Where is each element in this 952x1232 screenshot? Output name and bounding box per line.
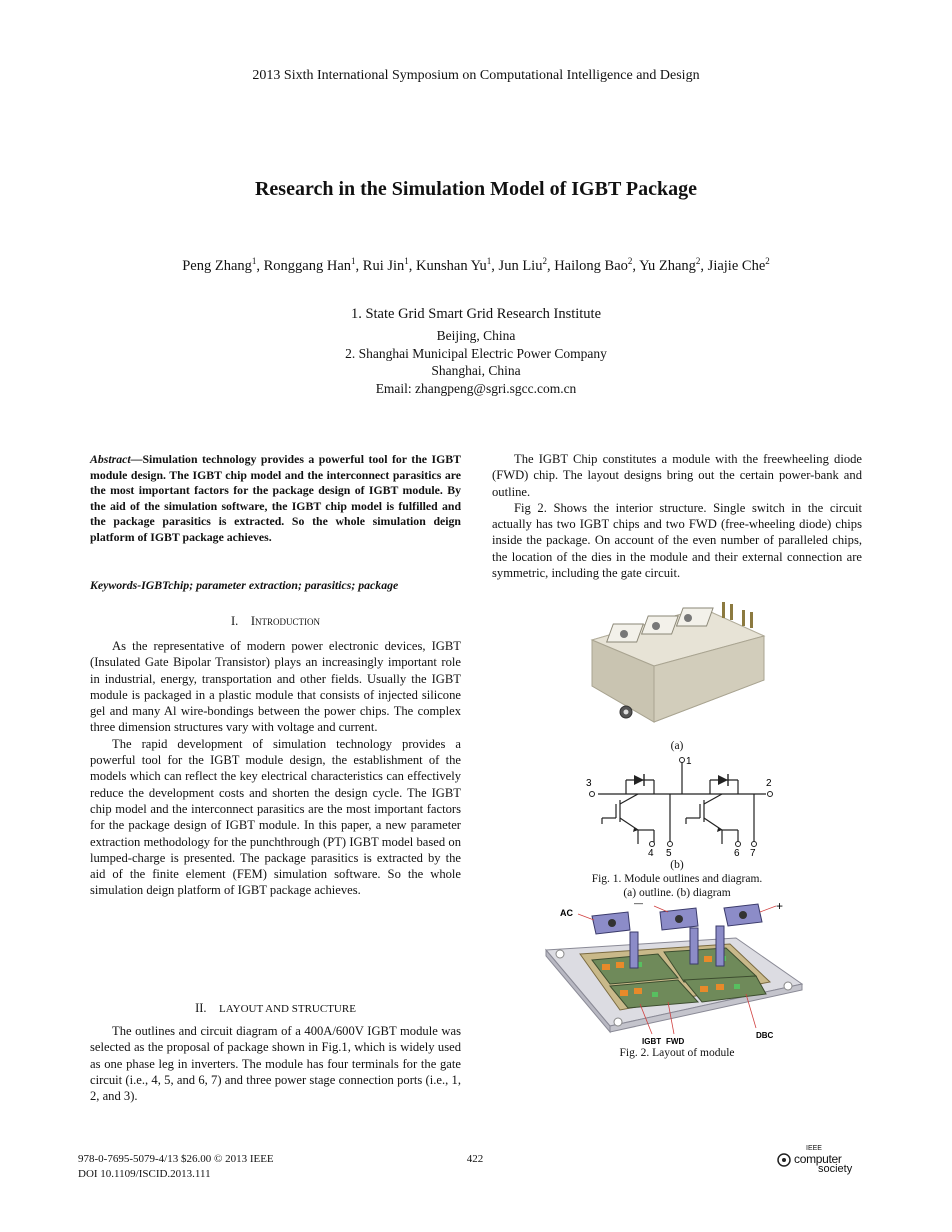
author-name: Jun Liu bbox=[498, 257, 543, 274]
label-dbc: DBC bbox=[756, 1031, 774, 1040]
figure-2-caption: Fig. 2. Layout of module bbox=[619, 1047, 735, 1059]
terminal-label: 2 bbox=[766, 778, 772, 789]
label-igbt: IGBT bbox=[642, 1037, 662, 1046]
figure-1-caption bbox=[532, 872, 822, 900]
conference-header: 2013 Sixth International Symposium on Computational Intelligence and Design bbox=[252, 68, 700, 83]
label-plus: + bbox=[776, 899, 784, 913]
author-name: Rui Jin bbox=[362, 257, 405, 274]
section-title: LAYOUT AND STRUCTURE bbox=[219, 1003, 356, 1015]
author-affiliation-mark: 1 bbox=[351, 256, 356, 266]
terminal-label: 5 bbox=[666, 848, 672, 859]
figure-1b-label: (b) bbox=[670, 859, 684, 871]
caption-line: (a) outline. (b) diagram bbox=[623, 887, 731, 899]
affiliation-1: 1. State Grid Smart Grid Research Institute bbox=[350, 306, 602, 322]
author-affiliation-mark: 1 bbox=[251, 256, 257, 266]
abstract bbox=[90, 452, 461, 546]
author-name: Ronggang Han bbox=[263, 257, 352, 274]
section-heading-introduction bbox=[90, 614, 461, 629]
logo-society-text: society bbox=[818, 1163, 853, 1175]
author-name: Kunshan Yu bbox=[416, 257, 487, 274]
logo-computer-text: computer bbox=[794, 1152, 842, 1166]
keywords: Keywords-IGBTchip; parameter extraction; parasitics; package bbox=[90, 578, 399, 592]
paragraph: The IGBT Chip constitutes a module with the freewheeling diode (FWD) chip. The layout designs bring out the certain power-bank and outline. bbox=[492, 452, 862, 499]
caption-line: Fig. 1. Module outlines and diagram. bbox=[591, 873, 763, 885]
author-email: Email: zhangpeng@sgri.sgcc.com.cn bbox=[375, 381, 577, 396]
author-name: Peng Zhang bbox=[182, 257, 252, 274]
paragraph: The outlines and circuit diagram of a 400A/600V IGBT module was selected as the proposal of package shown in Fig.1, which is widely used as one phase leg in inverters. The module has four terminals for the gate circuit (i.e., 4, 5, and 6, 7) and three power stage connection ports (i.e., 1, 2, and 3). bbox=[90, 1024, 461, 1104]
author-affiliation-mark: 2 bbox=[627, 256, 633, 266]
right-column-body bbox=[492, 451, 862, 581]
affiliation-1-location: Beijing, China bbox=[436, 328, 516, 343]
section-title: Introduction bbox=[250, 614, 320, 628]
section-heading-layout bbox=[90, 1001, 461, 1016]
ieee-computer-society-logo bbox=[776, 1146, 866, 1176]
module-layout-figure bbox=[540, 898, 808, 1048]
figure-1a-label: (a) bbox=[670, 740, 684, 752]
affiliation-2-location: Shanghai, China bbox=[431, 363, 521, 378]
circuit-diagram bbox=[582, 752, 782, 860]
abstract-label: Abstract bbox=[90, 452, 131, 466]
paragraph: As the representative of modern power electronic devices, IGBT (Insulated Gate Bipolar Transistor) plays an increasingly important role in industrial, energy, transportation and other fields. Usually the IGBT module is packaged in a plastic module that consists of injected silicone gel and many Al wire-bondings between the power chips. The complex three dimension structures vary with voltage and current. bbox=[90, 639, 461, 735]
layout-body bbox=[90, 1023, 461, 1104]
logo-emblem-icon bbox=[776, 1152, 792, 1168]
terminal-label: 1 bbox=[686, 756, 692, 767]
section-number: II. bbox=[195, 1001, 207, 1015]
footer-isbn: 978-0-7695-5079-4/13 $26.00 © 2013 IEEE bbox=[78, 1153, 274, 1165]
author-list: Peng Zhang$^1$, Ronggang Han$^1$, Rui Jin$^1$, Kunshan Yu$^1$, Jun Liu$^2$, Hailong Bao$^2$, Yu Zhang$^2$, Jiajie Che$^2$ bbox=[182, 256, 770, 274]
label-ac: AC bbox=[560, 908, 573, 918]
label-minus: — bbox=[634, 898, 643, 908]
section-number: I. bbox=[231, 614, 239, 628]
paragraph: Fig 2. Shows the interior structure. Single switch in the circuit actually has two IGBT chips and two FWD (free-wheeling diode) chips inside the package. On account of the even number of paralleled chips, the location of the dies in the module and their external connection are symmetric, including the gate circuit. bbox=[492, 500, 862, 581]
terminal-label: 3 bbox=[586, 778, 592, 789]
author-affiliation-mark: 2 bbox=[542, 256, 547, 266]
page-number: 422 bbox=[466, 1153, 484, 1165]
author-affiliation-mark: 2 bbox=[695, 256, 701, 266]
terminal-label: 7 bbox=[750, 848, 756, 859]
abstract-text: —Simulation technology provides a powerful tool for the IGBT module design. The IGBT chip model and the interconnect parasitics are the most important factors for the package design of IGBT module. By the aid of the simulation software, the IGBT chip model is fulfilled and the package parasitics is extracted. So the whole simulation deign platform of IGBT package achieves. bbox=[90, 452, 461, 544]
paragraph: The rapid development of simulation technology provides a powerful tool for the IGBT module design, the establishment of the models which can reflect the key electrical characteristics can effectively reduce the development costs and shorten the design cycle. The IGBT chip model and the interconnect parasitics are the most important factors for the package design of IGBT module. In this paper, a new parameter extraction methodology for the punchthrough (PT) IGBT model based on lumped-charge is presented. The package parasitics is extracted by the aid of the finite element (FEM) simulation software. So the whole simulation deign platform of IGBT package achieves. bbox=[90, 736, 461, 898]
label-fwd: FWD bbox=[666, 1037, 685, 1046]
igbt-module-photo bbox=[582, 600, 772, 740]
paper-title: Research in the Simulation Model of IGBT Package bbox=[254, 178, 698, 200]
terminal-label: 4 bbox=[648, 848, 654, 859]
author-affiliation-mark: 1 bbox=[486, 256, 492, 266]
author-name: Yu Zhang bbox=[639, 257, 696, 274]
author-name: Hailong Bao bbox=[554, 257, 628, 274]
author-affiliation-mark: 2 bbox=[765, 256, 770, 266]
footer-doi: DOI 10.1109/ISCID.2013.111 bbox=[78, 1168, 211, 1180]
affiliation-2: 2. Shanghai Municipal Electric Power Company bbox=[345, 346, 607, 361]
author-affiliation-mark: 1 bbox=[404, 256, 409, 266]
logo-ieee-text: IEEE bbox=[806, 1145, 822, 1152]
terminal-label: 6 bbox=[734, 848, 740, 859]
introduction-body bbox=[90, 638, 461, 899]
author-name: Jiajie Che bbox=[707, 257, 766, 274]
